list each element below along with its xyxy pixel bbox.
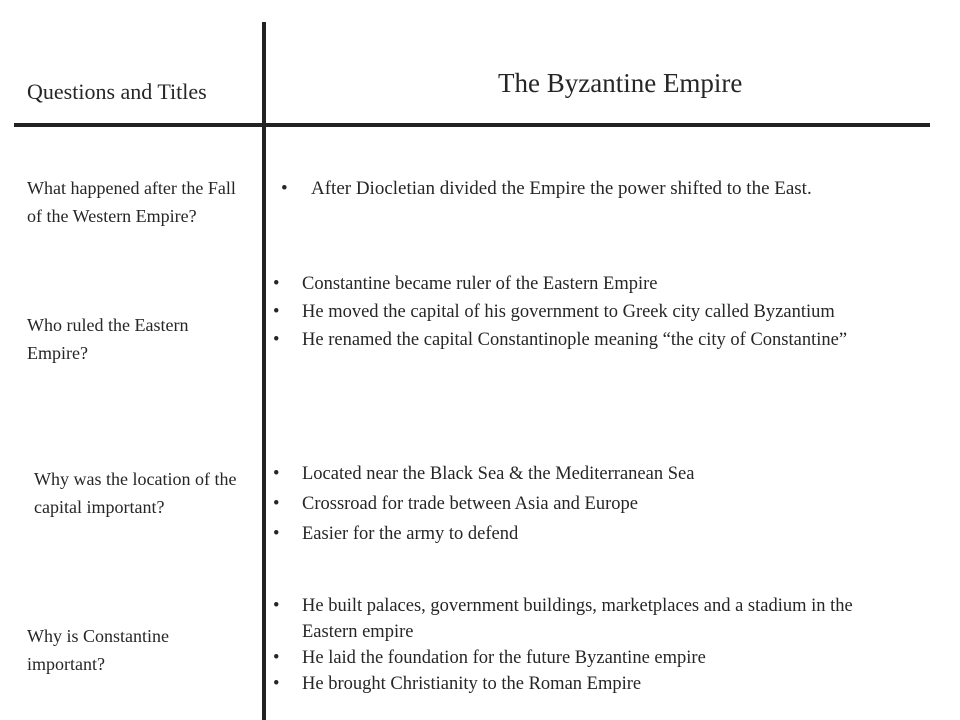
question-fall-of-western-empire: What happened after the Fall of the Western Empire?	[27, 178, 236, 226]
list-item: • Located near the Black Sea & the Mediterranean Sea	[273, 459, 903, 489]
list-item: • Crossroad for trade between Asia and Europe	[273, 489, 903, 519]
list-item: • He built palaces, government buildings, marketplaces and a stadium in the Eastern empire	[273, 593, 903, 645]
list-item: • He laid the foundation for the future Byzantine empire	[273, 645, 903, 671]
question-constantine-importance: Why is Constantine important?	[27, 626, 169, 674]
answer-list-who-ruled-eastern-empire	[273, 270, 903, 354]
list-item: • After Diocletian divided the Empire the power shifted to the East.	[281, 174, 901, 204]
list-item: • He brought Christianity to the Roman Empire	[273, 671, 903, 697]
list-item: • He moved the capital of his government to Greek city called Byzantium	[273, 298, 903, 326]
answer-list-constantine-importance	[273, 593, 903, 697]
list-item: • Easier for the army to defend	[273, 519, 903, 549]
horizontal-divider	[14, 123, 930, 127]
list-item: • Constantine became ruler of the Eastern Empire	[273, 270, 903, 298]
list-item: • He renamed the capital Constantinople meaning “the city of Constantine”	[273, 326, 903, 354]
left-column-header: Questions and Titles	[27, 79, 207, 104]
answer-list-fall-of-western-empire	[281, 174, 901, 204]
question-capital-location-importance: Why was the location of the capital important?	[34, 469, 237, 517]
question-who-ruled-eastern-empire: Who ruled the Eastern Empire?	[27, 315, 189, 363]
page-title: The Byzantine Empire	[498, 68, 743, 98]
answer-list-capital-location-importance	[273, 459, 903, 549]
